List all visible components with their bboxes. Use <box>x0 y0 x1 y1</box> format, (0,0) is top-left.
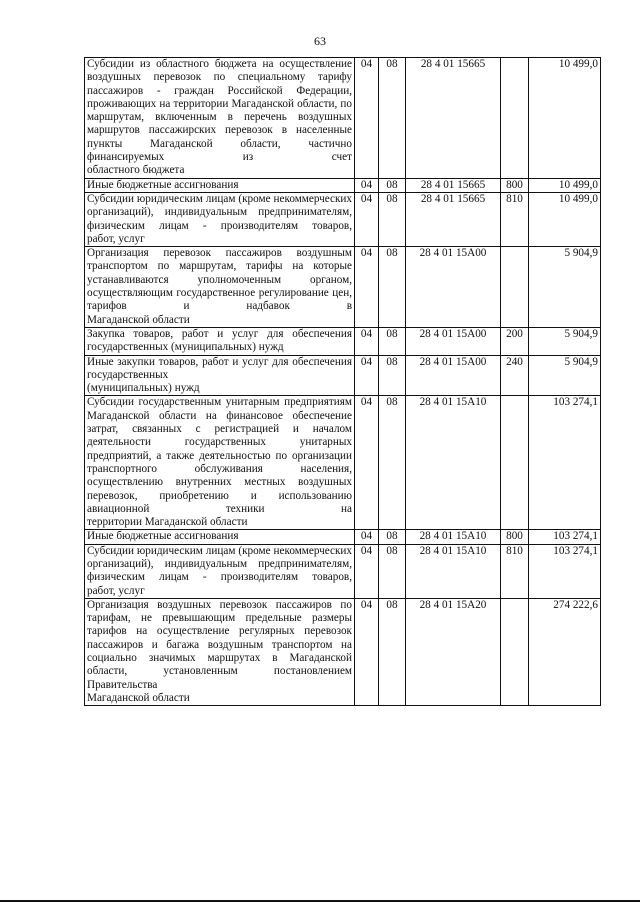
row-amount: 10 499,0 <box>529 58 601 179</box>
row-description <box>85 192 355 246</box>
row-description <box>85 355 355 396</box>
row-amount: 10 499,0 <box>529 192 601 246</box>
description-line: обеспечения государственных <box>87 355 352 381</box>
row-description <box>85 178 355 192</box>
row-subsection: 08 <box>379 327 406 355</box>
row-target-article: 28 4 01 15А20 <box>406 598 501 705</box>
description-line: воздушных перевозок, приобретению и <box>87 476 352 502</box>
row-target-article: 28 4 01 15А10 <box>406 530 501 544</box>
row-target-article: 28 4 01 15А10 <box>406 544 501 598</box>
row-expense-type <box>501 396 529 530</box>
row-target-article: 28 4 01 15А00 <box>406 355 501 396</box>
description-line: территории Магаданской области, по <box>173 97 352 110</box>
row-subsection: 08 <box>379 598 406 705</box>
row-subsection: 08 <box>379 396 406 530</box>
description-line: государственных (муниципальных) нужд <box>87 341 284 354</box>
description-line: (муниципальных) нужд <box>87 382 200 395</box>
row-amount: 103 274,1 <box>529 544 601 598</box>
description-line: регулярных перевозок пассажиров и багажа <box>87 625 352 651</box>
row-amount: 103 274,1 <box>529 530 601 544</box>
description-line: Иные бюджетные ассигнования <box>87 178 239 191</box>
bottom-rule <box>0 900 640 902</box>
row-subsection: 08 <box>379 178 406 192</box>
row-target-article: 28 4 01 15А00 <box>406 327 501 355</box>
description-line: воздушных маршрутов пассажирских <box>87 111 352 137</box>
description-line: по тарифам, не превышающим предельные <box>87 598 352 625</box>
description-line: значимых маршрутах в Магаданской области, <box>87 652 353 678</box>
description-line: индивидуальным предпринимателям, <box>164 206 353 219</box>
table-row <box>85 530 601 544</box>
description-line: некоммерческих организаций), <box>87 192 352 219</box>
row-target-article: 28 4 01 15А00 <box>406 247 501 328</box>
row-section: 04 <box>355 530 379 544</box>
row-subsection: 08 <box>379 355 406 396</box>
table-row <box>85 247 601 328</box>
row-expense-type: 200 <box>501 327 529 355</box>
description-line: органом, осуществляющим государственное <box>87 273 352 300</box>
table-row <box>85 598 601 705</box>
row-amount: 103 274,1 <box>529 396 601 530</box>
row-target-article: 28 4 01 15665 <box>406 58 501 179</box>
description-line: некоммерческих организаций), <box>87 544 352 570</box>
table-row <box>85 192 601 246</box>
description-line: также деятельностью по организации <box>166 449 353 462</box>
description-line: физическим лицам - производителям товаров, <box>87 219 352 232</box>
description-line: финансовое обеспечение затрат, связанных с <box>87 409 352 436</box>
row-section: 04 <box>355 544 379 598</box>
row-expense-type: 810 <box>501 192 529 246</box>
description-line: специальному тарифу пассажиров - граждан <box>87 71 352 97</box>
description-line: транспортом по маршрутам, тарифы на <box>87 260 304 273</box>
row-subsection: 08 <box>379 192 406 246</box>
description-line: территории Магаданской области <box>87 516 248 529</box>
description-line: установленным постановлением Правительства <box>87 665 352 691</box>
description-line: Субсидии юридическим лицам (кроме <box>87 192 271 205</box>
description-line: государственных унитарных предприятий, а <box>87 436 352 462</box>
row-expense-type: 810 <box>501 544 529 598</box>
row-section: 04 <box>355 247 379 328</box>
page-number: 63 <box>314 34 326 48</box>
description-line: работ, услуг <box>87 584 145 597</box>
row-expense-type: 800 <box>501 530 529 544</box>
row-amount: 5 904,9 <box>529 355 601 396</box>
row-amount: 5 904,9 <box>529 247 601 328</box>
description-line: индивидуальным предпринимателям, <box>164 557 353 570</box>
row-description <box>85 58 355 179</box>
description-line: размеры тарифов на осуществление <box>87 612 353 638</box>
description-line: Российской Федерации, проживающих на <box>87 84 352 110</box>
description-line: Организация воздушных перевозок пассажиров <box>87 598 332 611</box>
row-expense-type <box>501 58 529 179</box>
row-expense-type: 800 <box>501 178 529 192</box>
description-line: предприятиям Магаданской области на <box>87 396 352 422</box>
row-amount: 10 499,0 <box>529 178 601 192</box>
row-description <box>85 598 355 705</box>
description-line: областного бюджета <box>87 164 185 177</box>
row-subsection: 08 <box>379 544 406 598</box>
table-row <box>85 544 601 598</box>
description-line: Субсидии государственным унитарным <box>87 396 280 409</box>
row-description <box>85 247 355 328</box>
row-description <box>85 327 355 355</box>
row-expense-type <box>501 247 529 328</box>
table-row <box>85 355 601 396</box>
row-section: 04 <box>355 327 379 355</box>
row-section: 04 <box>355 58 379 179</box>
row-section: 04 <box>355 355 379 396</box>
description-line: области, частично финансируемых из счет <box>87 137 352 164</box>
table-row <box>85 327 601 355</box>
description-line: Субсидии из областного бюджета на <box>87 58 274 70</box>
description-line: перевозок в населенные пункты Магаданской <box>87 124 352 150</box>
description-line: воздушным транспортом на социально <box>87 638 352 665</box>
table-row <box>85 396 601 530</box>
row-target-article: 28 4 01 15665 <box>406 178 501 192</box>
description-line: Иные закупки товаров, работ и услуг для <box>87 355 289 368</box>
description-line: Иные бюджетные ассигнования <box>87 530 239 543</box>
row-description <box>85 530 355 544</box>
description-line: регистрацией и началом деятельности <box>87 423 352 449</box>
budget-table-body <box>85 58 601 706</box>
table-row <box>85 58 601 179</box>
row-section: 04 <box>355 396 379 530</box>
row-expense-type: 240 <box>501 355 529 396</box>
description-line: Субсидии юридическим лицам (кроме <box>87 544 271 557</box>
row-subsection: 08 <box>379 58 406 179</box>
row-description <box>85 396 355 530</box>
row-section: 04 <box>355 192 379 246</box>
description-line: физическим лицам - производителям товаров, <box>87 571 352 584</box>
description-line: Организация перевозок пассажиров воздушным <box>87 247 352 260</box>
row-section: 04 <box>355 598 379 705</box>
row-expense-type <box>501 598 529 705</box>
description-line: регулирование цен, тарифов и надбавок в <box>87 287 352 313</box>
description-line: Магаданской области <box>87 313 190 326</box>
description-line: осуществление воздушных перевозок по <box>87 58 353 84</box>
row-target-article: 28 4 01 15А10 <box>406 396 501 530</box>
row-amount: 274 222,6 <box>529 598 601 705</box>
description-line: использованию авиационной техники на <box>87 489 353 515</box>
row-section: 04 <box>355 178 379 192</box>
description-line: маршрутам, включенным в перечень <box>87 111 287 124</box>
row-target-article: 28 4 01 15665 <box>406 192 501 246</box>
row-description <box>85 544 355 598</box>
row-amount: 5 904,9 <box>529 327 601 355</box>
description-line: работ, услуг <box>87 232 145 245</box>
description-line: которые устанавливаются уполномоченным <box>87 260 352 286</box>
description-line: Закупка товаров, работ и услуг для обеспечения <box>87 327 352 340</box>
description-line: транспортного обслуживания населения, <box>87 462 352 475</box>
budget-table <box>84 57 601 706</box>
description-line: Магаданской области <box>87 691 190 704</box>
table-row <box>85 178 601 192</box>
description-line: осуществлению внутренних местных <box>87 476 286 489</box>
row-subsection: 08 <box>379 247 406 328</box>
row-subsection: 08 <box>379 530 406 544</box>
